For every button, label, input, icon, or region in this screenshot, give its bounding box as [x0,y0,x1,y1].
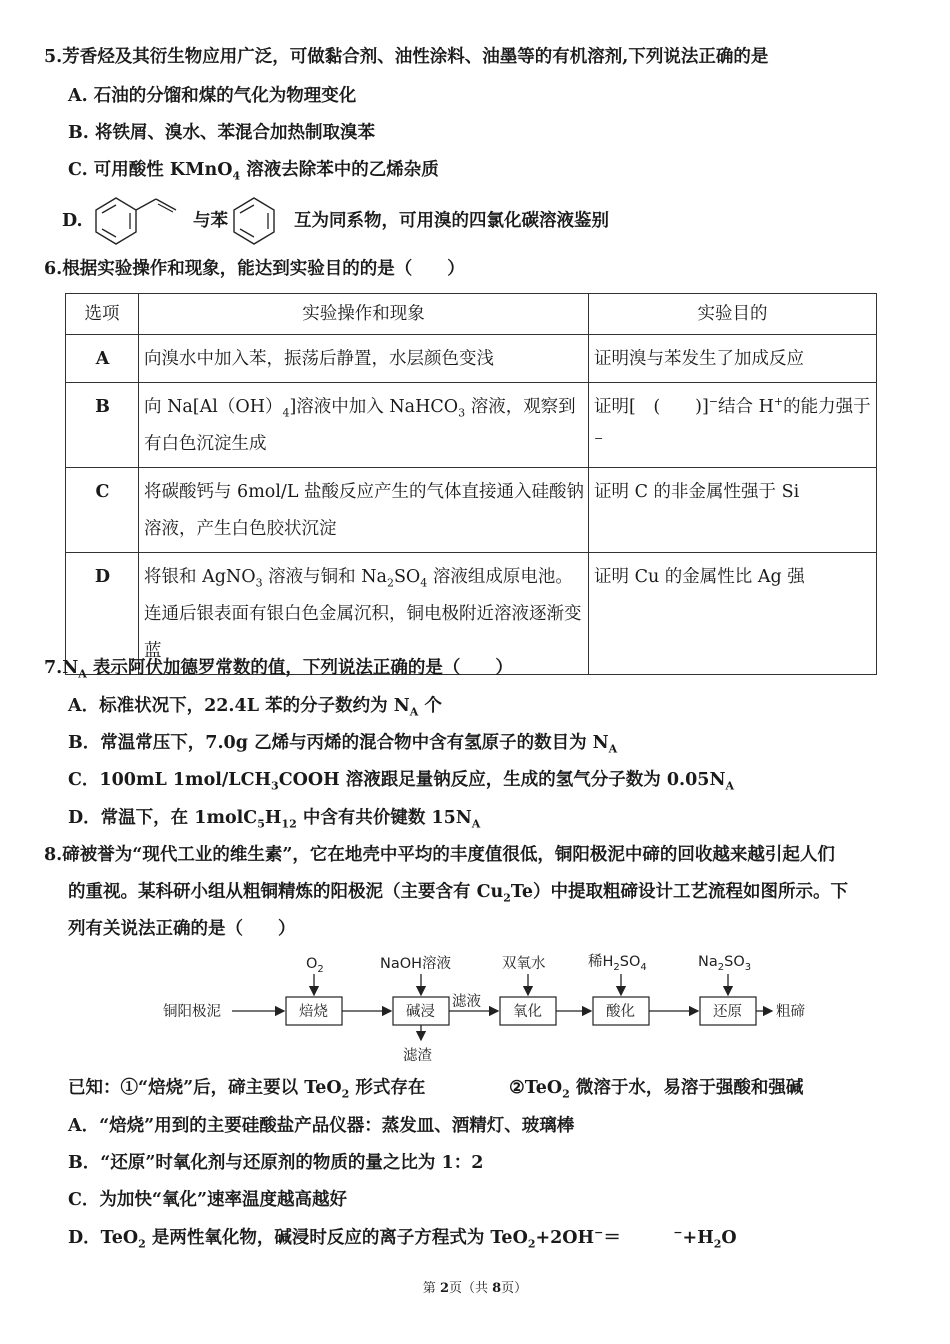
header-operation: 实验操作和现象 [139,294,589,335]
flow-reagent-h2o2: 双氧水 [502,956,546,972]
flow-reagent-o2: $O_2$ [306,956,324,975]
q5-stem: 5.芳香烃及其衍生物应用广泛，可做黏合剂、油性涂料、油墨等的有机溶剂,下列说法正确的是 [44,47,769,67]
q8-known-2: ②TeO$_2$ 微溶于水，易溶于强酸和强碱 [509,1078,804,1101]
row-option: A [66,335,139,383]
flow-reagent-na2so3: $Na_2SO_3$ [698,954,752,973]
q6-stem: 6.根据实验操作和现象，能达到实验目的的是（ ） [44,259,465,279]
q8-stem-line-3: 列有关说法正确的是（ ） [68,919,296,939]
row-operation: 向溴水中加入苯，振荡后静置，水层颜色变浅 [139,335,589,383]
q5-option-c: C. 可用酸性 KMnO$_4$ 溶液去除苯中的乙烯杂质 [68,160,439,183]
q8-stem-line-2: 的重视。某科研小组从粗铜精炼的阳极泥（主要含有 $Cu_2Te$）中提取粗碲设计工艺流程如图所示。下 [68,882,849,905]
benzene-structure [230,194,280,246]
q7-option-c: C．100mL $1mol/LCH_3COOH$ 溶液跟足量钠反应，生成的氢气分子数为 $0.05N_A$ [68,770,735,793]
flow-box-oxidation-label: 氧化 [513,1004,542,1020]
q5-option-d-text: 互为同系物，可用溴的四氯化碳溶液鉴别 [294,211,609,231]
q6-table [65,293,906,675]
row-option: C [66,468,139,553]
flow-residue-label: 滤渣 [403,1048,432,1064]
header-aim: 实验目的 [589,294,877,335]
flow-reagent-naoh: NaOH溶液 [380,956,452,972]
q5-option-d-label: D. [62,211,83,231]
q8-stem-line-1: 8.碲被誉为“现代工业的维生素”，它在地壳中平均的丰度值很低，铜阳极泥中碲的回收越来越引起人们 [44,845,835,865]
q7-option-d: D．常温下，在 $1molC_5H_{12}$ 中含有共价键数 $15N_A$ [68,808,481,831]
row-aim: 证明 Cu 的金属性比 Ag 强 [589,553,877,675]
q7-option-b: B．常温常压下，7.0g 乙烯与丙烯的混合物中含有氢原子的数目为 $N_A$ [68,733,618,756]
flow-start-label: 铜阳极泥 [163,1004,221,1020]
q5-option-a: A. 石油的分馏和煤的气化为物理变化 [68,86,357,106]
q8-option-d: D．TeO$_2$ 是两性氧化物，碱浸时反应的离子方程式为 TeO$_2$+2OH−＝ $^-+H_2O$ [68,1226,737,1251]
table-row [66,335,877,383]
q8-option-c: C．为加快“氧化”速率温度越高越好 [68,1190,348,1210]
row-operation: 向 $Na[Al(OH)_4]$溶液中加入 NaHCO$_3$ 溶液，观察到有白色沉淀生成 [139,383,589,468]
q8-option-b: B．“还原”时氧化剂与还原剂的物质的量之比为 1：2 [68,1153,484,1173]
header-option: 选项 [66,294,139,335]
row-aim: 证明 C 的非金属性强于 Si [589,468,877,553]
table-row [66,468,877,553]
q5-option-b: B. 将铁屑、溴水、苯混合加热制取溴苯 [68,123,375,143]
row-aim: 证明溴与苯发生了加成反应 [589,335,877,383]
styrene-structure [88,194,188,246]
flow-end-label: 粗碲 [776,1004,805,1020]
q7-option-a: A．标准状况下，22.4L 苯的分子数约为 $N_A$ 个 [68,696,442,719]
flow-box-alkali-leach-label: 碱浸 [406,1004,435,1020]
page-footer: 第 2页（共 8页） [422,1281,528,1296]
q8-option-a: A．“焙烧”用到的主要硅酸盐产品仪器：蒸发皿、酒精灯、玻璃棒 [68,1116,575,1136]
row-option: D [66,553,139,675]
q8-known-1: 已知：①“焙烧”后，碲主要以 TeO$_2$ 形式存在 [68,1078,426,1101]
row-operation: 将银和 AgNO$_3$ 溶液与铜和 $Na_2SO_4$ 溶液组成原电池。连通后银表面有银白色金属沉积，铜电极附近溶液逐渐变蓝 [139,553,589,675]
table-row [66,383,877,468]
q5-option-d-mid: 与苯 [193,211,228,231]
row-aim: 证明[ ( )]−结合 H+的能力强于 − [589,383,877,468]
flow-box-reduction-label: 还原 [713,1004,742,1020]
row-operation: 将碳酸钙与 6mol/L 盐酸反应产生的气体直接通入硅酸钠溶液，产生白色胶状沉淀 [139,468,589,553]
flow-box-acidify-label: 酸化 [606,1004,635,1020]
process-flow-diagram [160,950,820,1070]
flow-filtrate-label: 滤液 [452,994,481,1010]
flow-reagent-h2so4: 稀$H_2SO_4$ [588,954,647,973]
row-option: B [66,383,139,468]
table-header-row [66,294,877,335]
flow-box-roast-label: 焙烧 [299,1004,328,1020]
q7-stem: $7.N_A$ 表示阿伏加德罗常数的值，下列说法正确的是（ ） [44,658,513,681]
